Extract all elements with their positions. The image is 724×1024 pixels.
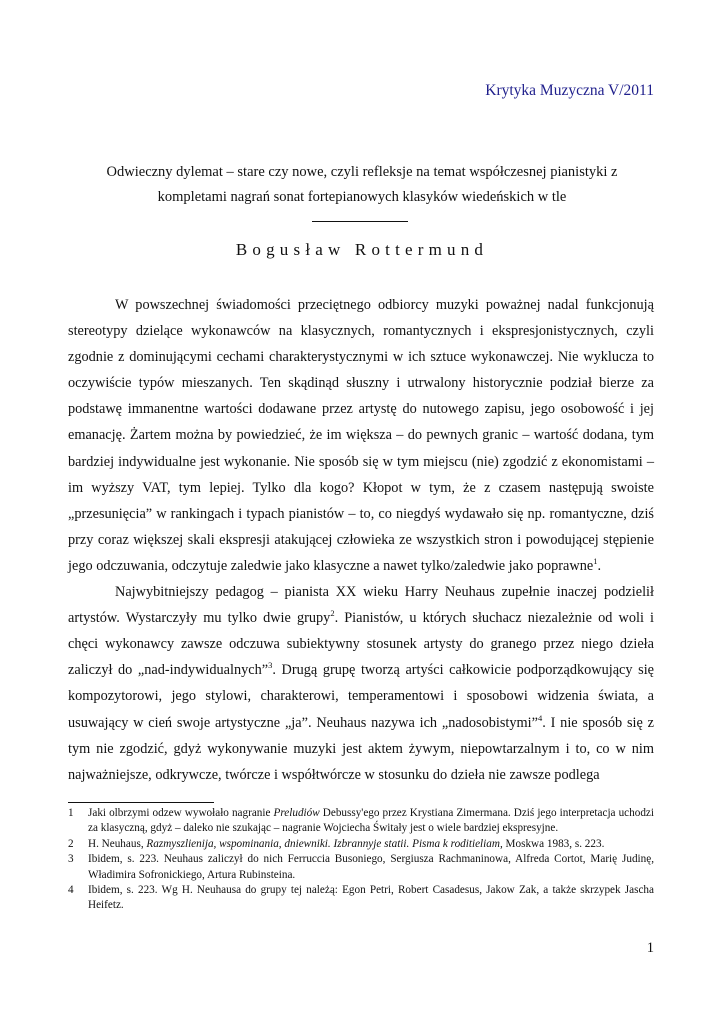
- paragraph-1-text: W powszechnej świadomości przeciętnego odbiorcy muzyki poważnej nadal funkcjonują stereotypy dzielące wykonawców na klasycznych, romantycznych i ekspresjonistycznych, czyli zgodnie z dominującymi cechami charakterystycznymi w ich sztuce wykonawczej. Nie wyklucza to oczywiście typów mieszanych. Ten skądinąd słuszny i utrwalony historycznie podział bierze za podstawę immanentne wartości dodawane przez artystę do nutowego zapisu, jego osobowość i jej emanację. Żartem można by powiedzieć, że im większa – do pewnych granic – wartość dodana, tym bardziej indywidualne jest wykonanie. Nie sposób się w tym miejscu (nie) zgodzić z ekonomistami – im wyższy VAT, tym lepiej. Tylko dla kogo? Kłopot w tym, że z czasem następują swoiste „przesunięcia” w rankingach i typach pianistów – to, co niegdyś wydawało się np. romantyczne, dziś przy coraz większej skali ekspresji atakującej człowieka ze wszystkich stron i powodującej stępienie jego odczuwania, odczytuje zaledwie jako klasyczne a nawet tylko/zaledwie jako poprawne: [68, 297, 654, 574]
- paragraph-2-text-c: . Drugą grupę tworzą artyści całkowicie podporządkowujący się kompozytorowi, jego stylowi, charakterowi, temperamentowi i sposobowi widzenia świata, a usuwający w cień swoje artystyczne „ja”. Neuhaus nazywa ich „nadosobistymi”: [68, 662, 655, 731]
- title-divider: [312, 221, 408, 222]
- subtitle-line-2: kompletami nagrań sonat fortepianowych klasyków wiedeńskich w tle: [157, 189, 567, 205]
- footnote-ref-1: 1: [593, 556, 598, 567]
- paragraph-1: [68, 292, 654, 579]
- author-name: Bogusław Rottermund: [235, 240, 489, 259]
- footnote-ref-4: 4: [537, 712, 543, 723]
- footnote-text: Ibidem, s. 223. Neuhaus zaliczył do nich Ferruccia Busoniego, Sergiusza Rachmaninowa, Alfreda Cortot, Marię Judinę, Władimira Sofronickiego, Artura Rubinsteina.: [88, 853, 654, 881]
- footnote-number: 1: [68, 807, 74, 819]
- footnote-number: 4: [68, 884, 74, 897]
- footnote-4: [68, 883, 654, 914]
- footnote-text: H. Neuhaus, Razmyszlienija, wspominania, dniewniki. Izbrannyje statii. Pisma k roditieliam, Moskwa 1983, s. 223.: [88, 837, 605, 850]
- footnote-3: [68, 852, 654, 883]
- article-subtitle: [70, 160, 654, 210]
- footnote-ref-2: 2: [330, 608, 335, 619]
- journal-header: Krytyka Muzyczna V/2011: [485, 82, 654, 99]
- footnote-ref-3: 3: [268, 660, 273, 671]
- paragraph-1-end: .: [597, 557, 602, 574]
- paragraph-2-text-d: . I nie sposób się z tym nie zgodzić, gdyż wykonywanie muzyki jest aktem żywym, niepowtarzalnym i to, co w nim najważniejsze, odkrywcze, twórcze i współtwórcze w stosunku do dzieła nie zawsze podlega: [68, 714, 654, 783]
- paragraph-2-text-b: . Pianistów, u których słuchacz niezależnie od woli i chęci wykonawcy zawsze odczuwa subiektywny stosunek artysty do granego przez niego dzieła zaliczył do „nad-indywidualnych”: [68, 610, 654, 679]
- footnote-text: Ibidem, s. 223. Wg H. Neuhausa do grupy tej należą: Egon Petri, Robert Casadesus, Jakow Zak, a także skrzypek Jascha Heifetz.: [88, 884, 654, 912]
- page-number: 1: [646, 940, 654, 956]
- footnote-divider: [68, 802, 214, 803]
- paragraph-2: [68, 579, 654, 788]
- article-body: [68, 292, 654, 788]
- footnotes: [68, 806, 654, 914]
- footnote-text: Jaki olbrzymi odzew wywołało nagranie Preludiów Debussy'ego przez Krystiana Zimermana. Dziś jego interpretacja uchodzi za klasyczną, gdyż – daleko nie szukając – nagranie Wojciecha Świtały jest o wiele bardziej ekspresyjne.: [88, 807, 654, 835]
- paragraph-2-text-a: Najwybitniejszy pedagog – pianista XX wieku Harry Neuhaus zupełnie inaczej podzielił artystów. Wystarczyły mu tylko dwie grupy: [68, 584, 654, 627]
- footnote-1: [68, 806, 654, 837]
- footnote-2: [68, 837, 654, 852]
- subtitle-line-1: Odwieczny dylemat – stare czy nowe, czyli refleksje na temat współczesnej pianistyki z: [106, 164, 618, 180]
- footnote-number: 2: [68, 837, 74, 850]
- footnote-number: 3: [68, 853, 74, 866]
